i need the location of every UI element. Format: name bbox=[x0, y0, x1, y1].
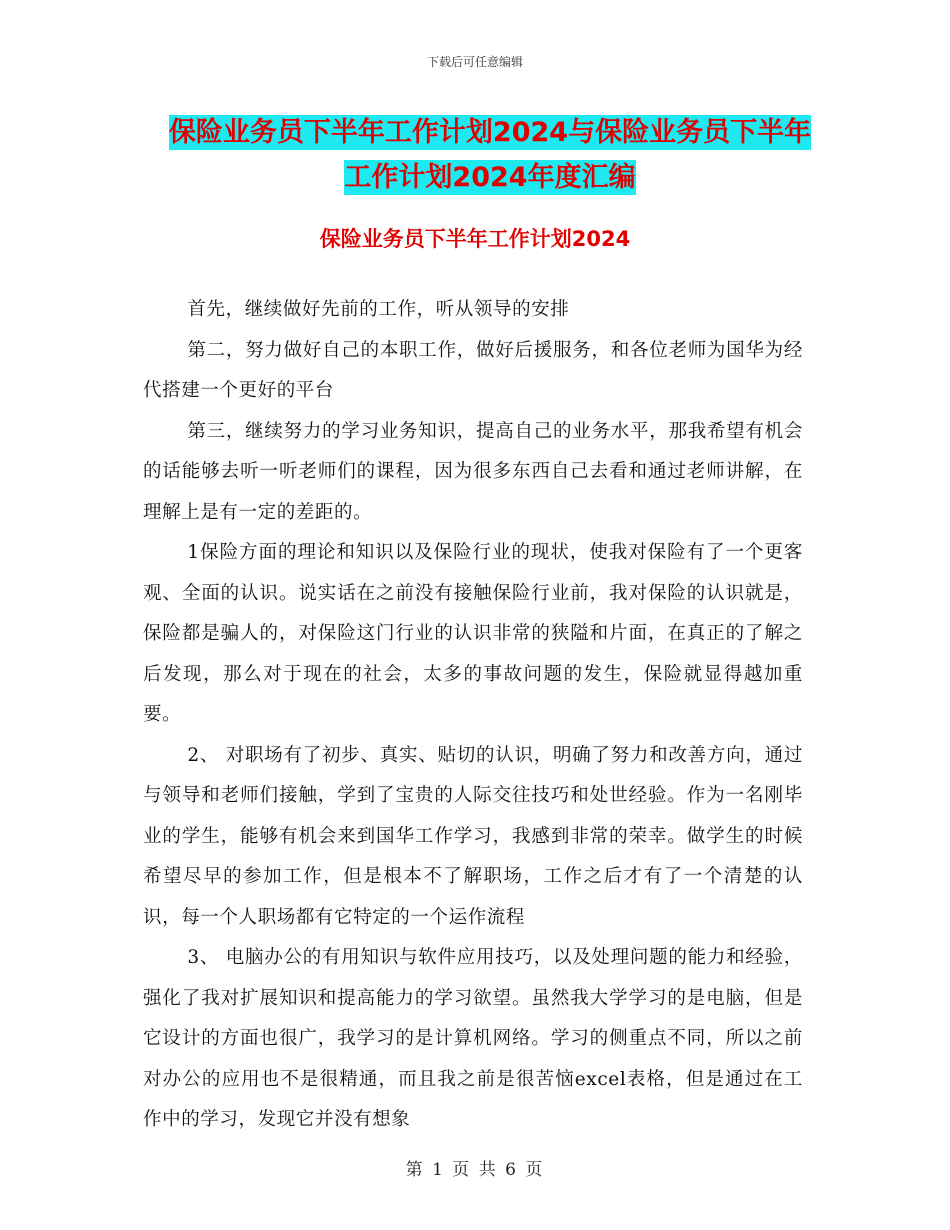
section-title: 保险业务员下半年工作计划2024 bbox=[319, 227, 631, 251]
page-number: 第 1 页 共 6 页 bbox=[405, 1160, 545, 1180]
paragraph-5: 2、 对职场有了初步、真实、贴切的认识，明确了努力和改善方向，通过与领导和老师们接触，学到了宝贵的人际交往技巧和处世经验。作为一名刚毕业的学生，能够有机会来到国华工作学习，我感到非常的荣幸。做学生的时候希望尽早的参加工作，但是根本不了解职场，工作之后才有了一个清楚的认识，每一个人职场都有它特定的一个运作流程 bbox=[143, 744, 803, 928]
paragraph-6: 3、 电脑办公的有用知识与软件应用技巧，以及处理问题的能力和经验，强化了我对扩展知识和提高能力的学习欲望。虽然我大学学习的是电脑，但是它设计的方面也很广，我学习的是计算机网络。学习的侧重点不同，所以之前对办公的应用也不是很精通，而且我之前是很苦恼excel表格，但是通过在工作中的学习，发现它并没有想象 bbox=[143, 947, 803, 1130]
title-line-2: 工作计划2024年度汇编 bbox=[344, 162, 636, 193]
paragraph-1: 首先，继续做好先前的工作，听从领导的安排 bbox=[187, 299, 570, 320]
header-note: 下载后可任意编辑 bbox=[426, 55, 523, 69]
paragraph-3: 第三，继续努力的学习业务知识，提高自己的业务水平，那我希望有机会的话能够去听一听老师们的课程，因为很多东西自己去看和通过老师讲解，在理解上是有一定的差距的。 bbox=[143, 420, 803, 523]
paragraph-2: 第二，努力做好自己的本职工作，做好后援服务，和各位老师为国华为经代搭建一个更好的平台 bbox=[143, 339, 803, 401]
paragraph-4: 1保险方面的理论和知识以及保险行业的现状，使我对保险有了一个更客观、全面的认识。说实话在之前没有接触保险行业前，我对保险的认识就是，保险都是骗人的，对保险这门行业的认识非常的狭隘和片面，在真正的了解之后发现，那么对于现在的社会，太多的事故问题的发生，保险就显得越加重要。 bbox=[143, 542, 803, 725]
body-text bbox=[143, 290, 803, 1141]
title-line-1: 保险业务员下半年工作计划2024与保险业务员下半年 bbox=[168, 117, 812, 148]
document-title bbox=[140, 110, 840, 200]
